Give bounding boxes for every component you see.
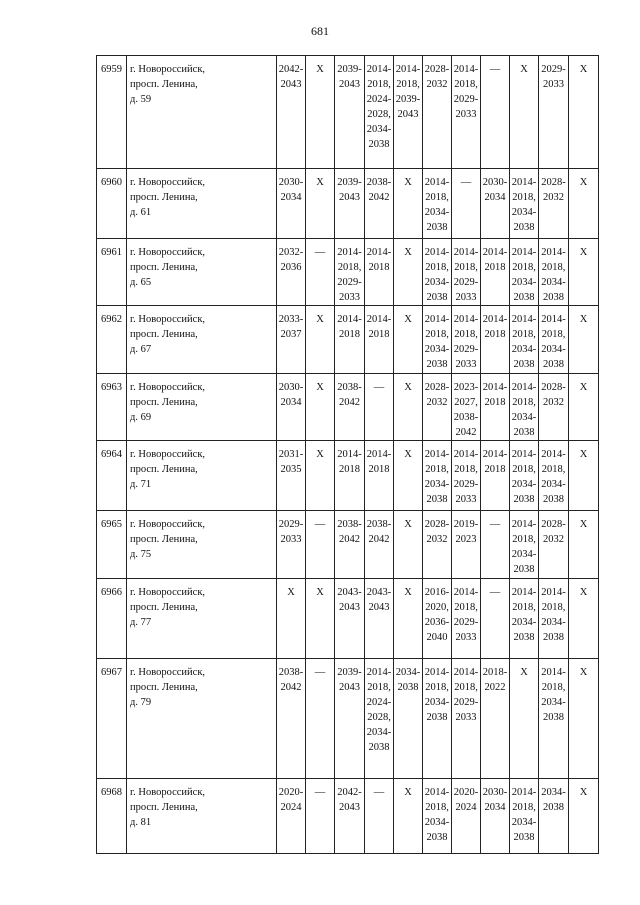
schedule-cell: 2014- 2018, 2034- 2038 [423,779,452,854]
table-row [97,239,599,306]
schedule-cell: 2014- 2018, 2034- 2038 [510,169,539,239]
schedule-cell: 2014- 2018, 2029- 2033 [452,659,481,779]
address-cell: г. Новороссийск, просп. Ленина, д. 77 [127,579,277,659]
schedule-cell: 2014- 2018, 2034- 2038 [539,306,569,374]
schedule-cell: X [569,306,599,374]
schedule-cell: 2014- 2018, 2029- 2033 [452,579,481,659]
schedule-cell: 2014- 2018, 2034- 2038 [510,441,539,511]
row-number: 6961 [97,239,127,306]
schedule-cell: X [569,579,599,659]
schedule-cell: X [569,441,599,511]
schedule-cell: 2039- 2043 [335,169,365,239]
table-row [97,441,599,511]
schedule-cell: 2020- 2024 [277,779,306,854]
schedule-cell: 2014- 2018, 2034- 2038 [423,306,452,374]
schedule-cell: 2030- 2034 [481,169,510,239]
schedule-cell: 2014- 2018 [481,306,510,374]
schedule-cell: X [569,659,599,779]
table-row [97,579,599,659]
schedule-cell: 2028- 2032 [423,374,452,441]
schedule-cell: X [394,239,423,306]
schedule-cell: 2014- 2018, 2029- 2033 [452,239,481,306]
schedule-cell: 2028- 2032 [423,511,452,579]
schedule-cell: 2014- 2018 [365,239,394,306]
address-cell: г. Новороссийск, просп. Ленина, д. 69 [127,374,277,441]
schedule-cell: 2028- 2032 [539,511,569,579]
schedule-cell: 2014- 2018, 2034- 2038 [510,374,539,441]
schedule-cell: 2030- 2034 [277,374,306,441]
table-row [97,511,599,579]
schedule-cell: X [394,374,423,441]
schedule-cell: 2043- 2043 [335,579,365,659]
schedule-cell: X [306,441,335,511]
schedule-cell: — [481,579,510,659]
schedule-cell: 2038- 2042 [335,511,365,579]
schedule-cell: 2034- 2038 [539,779,569,854]
schedule-cell: 2028- 2032 [539,374,569,441]
table-body [97,56,599,854]
row-number: 6965 [97,511,127,579]
schedule-cell: 2014- 2018, 2034- 2038 [539,659,569,779]
address-cell: г. Новороссийск, просп. Ленина, д. 79 [127,659,277,779]
schedule-cell: X [569,779,599,854]
schedule-cell: 2014- 2018, 2029- 2033 [452,306,481,374]
schedule-cell: 2028- 2032 [539,169,569,239]
schedule-cell: 2014- 2018, 2024- 2028, 2034- 2038 [365,56,394,169]
row-number: 6959 [97,56,127,169]
schedule-cell: — [365,779,394,854]
address-cell: г. Новороссийск, просп. Ленина, д. 65 [127,239,277,306]
schedule-cell: — [365,374,394,441]
address-cell: г. Новороссийск, просп. Ленина, д. 67 [127,306,277,374]
schedule-cell: X [394,169,423,239]
row-number: 6960 [97,169,127,239]
schedule-cell: X [569,511,599,579]
schedule-cell: 2042- 2043 [335,779,365,854]
schedule-cell: 2033- 2037 [277,306,306,374]
row-number: 6963 [97,374,127,441]
table-row [97,306,599,374]
schedule-cell: 2014- 2018, 2034- 2038 [510,579,539,659]
schedule-cell: 2014- 2018, 2029- 2033 [452,441,481,511]
schedule-cell: 2014- 2018, 2034- 2038 [423,441,452,511]
row-number: 6968 [97,779,127,854]
schedule-cell: 2038- 2042 [335,374,365,441]
schedule-cell: 2014- 2018, 2034- 2038 [423,239,452,306]
schedule-cell: 2014- 2018, 2034- 2038 [539,239,569,306]
address-cell: г. Новороссийск, просп. Ленина, д. 75 [127,511,277,579]
schedule-cell: 2014- 2018, 2039- 2043 [394,56,423,169]
schedule-cell: 2014- 2018 [481,441,510,511]
schedule-cell: 2029- 2033 [277,511,306,579]
schedule-cell: X [306,374,335,441]
schedule-cell: 2014- 2018, 2034- 2038 [510,306,539,374]
address-cell: г. Новороссийск, просп. Ленина, д. 71 [127,441,277,511]
schedule-cell: 2014- 2018, 2034- 2038 [539,579,569,659]
schedule-cell: 2014- 2018 [335,306,365,374]
schedule-cell: 2034- 2038 [394,659,423,779]
schedule-cell: 2030- 2034 [277,169,306,239]
table-row [97,56,599,169]
schedule-cell: 2014- 2018, 2024- 2028, 2034- 2038 [365,659,394,779]
table-row [97,659,599,779]
schedule-cell: — [481,511,510,579]
schedule-cell: 2029- 2033 [539,56,569,169]
schedule-cell: 2028- 2032 [423,56,452,169]
table-row [97,374,599,441]
schedule-cell: 2014- 2018, 2034- 2038 [423,659,452,779]
schedule-cell: 2030- 2034 [481,779,510,854]
schedule-cell: X [277,579,306,659]
address-cell: г. Новороссийск, просп. Ленина, д. 61 [127,169,277,239]
row-number: 6966 [97,579,127,659]
schedule-cell: X [510,56,539,169]
address-cell: г. Новороссийск, просп. Ленина, д. 59 [127,56,277,169]
schedule-cell: X [569,169,599,239]
schedule-cell: X [394,306,423,374]
schedule-cell: 2014- 2018, 2029- 2033 [335,239,365,306]
schedule-cell: 2038- 2042 [365,169,394,239]
schedule-cell: X [394,441,423,511]
schedule-cell: X [306,579,335,659]
schedule-cell: 2039- 2043 [335,659,365,779]
row-number: 6962 [97,306,127,374]
schedule-cell: 2014- 2018, 2029- 2033 [452,56,481,169]
schedule-cell: 2014- 2018 [481,374,510,441]
schedule-cell: X [306,56,335,169]
schedule-cell: X [306,169,335,239]
schedule-cell: 2018- 2022 [481,659,510,779]
schedule-cell: — [306,779,335,854]
schedule-cell: X [569,56,599,169]
schedule-cell: 2014- 2018, 2034- 2038 [510,239,539,306]
schedule-cell: 2031- 2035 [277,441,306,511]
schedule-cell: 2038- 2042 [277,659,306,779]
schedule-cell: — [306,659,335,779]
schedule-cell: — [306,511,335,579]
schedule-cell: 2020- 2024 [452,779,481,854]
repair-schedule-table [96,55,599,854]
schedule-cell: 2014- 2018 [365,306,394,374]
schedule-cell: — [481,56,510,169]
schedule-cell: 2019- 2023 [452,511,481,579]
schedule-cell: 2023- 2027, 2038- 2042 [452,374,481,441]
schedule-cell: X [569,239,599,306]
schedule-cell: X [569,374,599,441]
schedule-cell: 2014- 2018 [481,239,510,306]
schedule-cell: 2014- 2018 [365,441,394,511]
schedule-cell: 2014- 2018, 2034- 2038 [423,169,452,239]
schedule-cell: X [510,659,539,779]
table-row [97,169,599,239]
schedule-cell: X [306,306,335,374]
schedule-cell: 2014- 2018, 2034- 2038 [510,779,539,854]
schedule-cell: — [452,169,481,239]
page-number: 681 [311,24,329,38]
schedule-cell: 2039- 2043 [335,56,365,169]
schedule-cell: X [394,779,423,854]
schedule-cell: 2016- 2020, 2036- 2040 [423,579,452,659]
row-number: 6967 [97,659,127,779]
schedule-cell: 2038- 2042 [365,511,394,579]
schedule-cell: — [306,239,335,306]
schedule-cell: 2014- 2018, 2034- 2038 [510,511,539,579]
schedule-cell: X [394,579,423,659]
schedule-cell: 2042- 2043 [277,56,306,169]
schedule-cell: 2014- 2018 [335,441,365,511]
table-row [97,779,599,854]
row-number: 6964 [97,441,127,511]
schedule-cell: 2043- 2043 [365,579,394,659]
address-cell: г. Новороссийск, просп. Ленина, д. 81 [127,779,277,854]
schedule-cell: X [394,511,423,579]
schedule-cell: 2014- 2018, 2034- 2038 [539,441,569,511]
schedule-cell: 2032- 2036 [277,239,306,306]
